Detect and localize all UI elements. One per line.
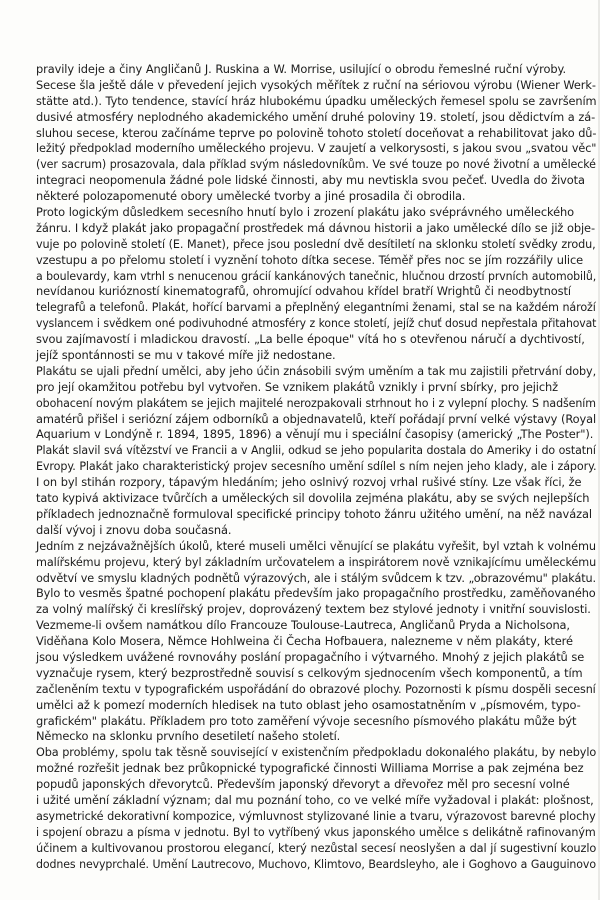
text-line: za volný malířský či kreslířský projev, doprovázený textem bez stylové jednoty i vnitřní souvislosti. [36, 602, 591, 617]
text-line: sluhou secese, kterou začínáme teprve po polovině tohoto století doceňovat a rehabilitovat jako dů- [36, 125, 597, 140]
text-line: další vývoj i znovu doba současná. [36, 522, 232, 537]
text-line: Proto logickým důsledkem secesního hnutí bylo i zrození plakátu jako svéprávného uměleckého [36, 205, 574, 220]
text-line: jsou výsledkem uvážené rovnováhy poslání propagačního i výtvarného. Mnohý z jejich plakátů se [36, 649, 585, 664]
paragraph [36, 364, 600, 539]
text-line: umělci až k pomezí moderních hledisek na tuto oblast jeho osamostatněním v „písmovém, typo- [36, 697, 581, 712]
text-line: (ver sacrum) prosazovala, dala příklad svým následovníkům. Ve své touze po nové životní a umělecké [36, 157, 596, 172]
text-line: vuje po polovině století (E. Manet), přece jsou poslední dvě desítiletí na sklonku století svědky zrodu, [36, 236, 596, 251]
text-line: Evropy. Plakát jako charakteristický projev secesního umění sdílel s ním nejen jeho klady, ale i zápory. [36, 459, 597, 474]
text-line: vyznačuje rysem, který bezprostředně souvisí s celkovým sjednocením všech komponentů, a tím [36, 665, 583, 680]
text-column [36, 62, 600, 872]
paragraph [36, 62, 600, 205]
text-line: možné rozřešit jednak bez průkopnické typografické činnosti Williama Morrise a pak zejména bez [36, 761, 584, 776]
text-line: ležitý předpoklad moderního uměleckého projevu. V zaujetí a velkorysosti, s jakou svou „svatou věc" [36, 141, 597, 156]
paragraph [36, 205, 600, 364]
text-line: amatérů přišel i seriózní zájem odborníků a objednavatelů, kteří pořádají první velké výstavy (Royal [36, 411, 597, 426]
text-line: pravily ideje a činy Angličanů J. Ruskina a W. Morrise, usilující o obrodu řemeslné ruční výroby. [36, 62, 567, 76]
text-line: Jedním z nejzávažnějších úkolů, které museli umělci věnující se plakátu vyřešit, byl vztah k volnému [36, 538, 596, 553]
paragraph [36, 745, 600, 872]
text-line: malířskému projevu, který byl základním určovatelem a inspirátorem nově vznikajícímu uměleckému [36, 554, 597, 569]
text-line: stätte atd.). Tyto tendence, stavící hráz hlubokému úpadku uměleckých řemesel spolu se završením [36, 93, 597, 108]
text-line: Aquarium v Londýně r. 1894, 1895, 1896) a věnují mu i speciální časopisy (americký „The Poster"). [36, 427, 594, 442]
text-line: nevídanou kuriózností kinematografů, ohromující odvahou křídel bratří Wrightů či neodbytností [36, 284, 571, 299]
text-line: svou zajímavostí i mladickou dravostí. „La belle époque" vítá ho s otevřenou náručí a dychtivostí, [36, 332, 585, 347]
text-line: Secese šla ještě dále v převedení jejich vysokých měřítek z ruční na sériovou výrobu (Wiener Werk- [36, 77, 596, 92]
text-line: telegrafů a telefonů. Plakát, hořící barvami a přeplněný elegantními ženami, stal se na každém nároží [36, 300, 596, 315]
text-line: i spojení obrazu a písma v jednotu. Byl to vytříbený vkus japonského umělce s delikátně rafinovaným [36, 824, 596, 839]
text-line: integraci neopomenula žádné pole lidské činnosti, aby mu nevtiskla svou pečeť. Uvedla do života [36, 173, 585, 188]
text-line: popudů japonských dřevorytců. Především japonský dřevoryt a dřevořez měl pro secesní volné [36, 777, 570, 792]
text-line: příkladech jednoznačně formuloval specifické principy tohoto žánru užitého umění, na něž navázal [36, 506, 592, 521]
text-line: I on byl stihán rozpory, tápavým hledáním; jeho oslnivý rozvoj vrhal rušivé stíny. Lze však říci, že [36, 475, 582, 490]
text-line: a boulevardy, kam vtrhl s nenucenou grácií kankánových tanečnic, hlučnou drzostí prvních automobilů, [36, 268, 597, 283]
text-line: žánru. I když plakát jako propagační prostředek má dávnou historii a jako umělecké dílo se již obje- [36, 220, 595, 235]
text-line: dusivé atmosféry neplodného akademického umění druhé poloviny 19. století, jsou dědictvím a zá- [36, 109, 596, 124]
text-line: Plakátu se ujali přední umělci, aby jeho účin znásobili svým uměním a tak mu zajistili přetrvání doby, [36, 363, 597, 378]
text-line: Bylo to vesměs špatné pochopení plakátu především jako propagačního prostředku, zaměňovaného [36, 586, 596, 601]
text-line: odvětví ve smyslu kladných podnětů výrazových, ale i stálým svůdcem k tzv. „obrazovému" plakátu. [36, 570, 597, 585]
text-line: dodnes nevyprchalé. Umění Lautrecovo, Muchovo, Klimtovo, Beardsleyho, ale i Goghovo a Gauguinovo [36, 856, 596, 871]
text-line: i užité umění základní význam; dal mu poznání toho, co ve velké míře vyžadoval i plakát: plošnost, [36, 792, 594, 807]
text-line: Viděňana Kolo Mosera, Němce Hohlweina či Čecha Hofbauera, nalezneme v něm plakáty, které [36, 634, 573, 649]
text-line: začleněním textu v typografickém uspořádání do obrazové plochy. Pozornosti k písmu dospěli secesní [36, 681, 596, 696]
text-line: Vezmeme-li ovšem namátkou dílo Francouze Toulouse-Lautreca, Angličanů Pryda a Nicholsona, [36, 618, 570, 633]
text-line: jejíž spontánnosti se mu v takové míře již nedostane. [36, 348, 336, 363]
text-line: vyslancem i svědkem oné podivuhodné atmosféry z konce století, jejíž chuť dosud nepřestala přitahovat [36, 316, 597, 331]
text-line: některé polozapomenuté obory umělecké tvorby a jiné prosadila či obrodila. [36, 189, 466, 204]
text-line: obohacení novým plakátem se jejich majitelé nerozpakovali strhnout ho i z vylepní plochy. S nadšením [36, 395, 596, 410]
text-line: grafickém" plakátu. Příkladem pro toto zaměření vývoje secesního písmového plakátu může být [36, 713, 577, 728]
text-line: účinem a kultivovanou prostorou elegancí, který nezůstal secesí neoslyšen a dal jí sugestivní kouzlo [36, 840, 597, 855]
text-line: Oba problémy, spolu tak těsně související v existenčním předpokladu dokonalého plakátu, by nebylo [36, 745, 597, 760]
text-line: Německo na sklonku prvního desetiletí našeho století. [36, 729, 341, 744]
text-line: Plakát slavil svá vítězství ve Francii a v Anglii, odkud se jeho popularita dostala do Ameriky i do ostatní [36, 443, 596, 458]
paragraph [36, 539, 600, 746]
text-line: tato kypivá aktivizace tvůrčích a uměleckých sil dovolila zejména plakátu, aby se svých nejlepších [36, 491, 590, 506]
text-line: pro její okamžitou potřebu byl vytvořen. Se vznikem plakátů vznikly i první sbírky, pro jejichž [36, 379, 559, 394]
text-line: vzestupu a po přelomu století i vyznění tohoto dítka secese. Téměř přes noc se jím rozzářily ulice [36, 252, 584, 267]
text-line: asymetrické dekorativní kompozice, výmluvnost stylizované linie a tvaru, výrazovost barevné plochy [36, 808, 596, 823]
